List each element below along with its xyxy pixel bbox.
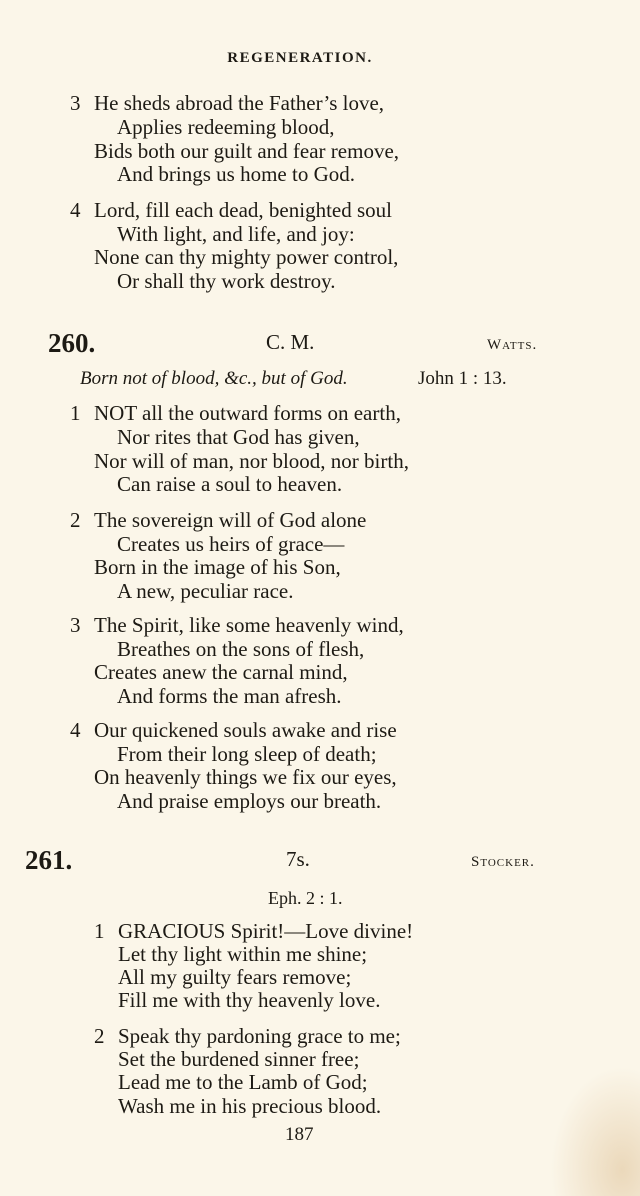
scripture-reference: Eph. 2 : 1. xyxy=(268,888,343,908)
verse-line: GRACIOUS Spirit!—Love divine! xyxy=(118,919,414,943)
hymn-composer: Watts. xyxy=(487,337,538,353)
verse-line: Fill me with thy heavenly love. xyxy=(118,988,381,1012)
verse-line: Wash me in his precious blood. xyxy=(118,1094,382,1118)
verse-line: NOT all the outward forms on earth, xyxy=(94,401,401,425)
verse-line: And brings us home to God. xyxy=(117,162,355,186)
running-header: REGENERATION. xyxy=(227,50,373,66)
verse-line: He sheds abroad the Father’s love, xyxy=(94,91,385,115)
verse-line: The sovereign will of God alone xyxy=(94,508,367,532)
stanza-number: 2 xyxy=(94,1024,105,1048)
verse-line: On heavenly things we fix our eyes, xyxy=(94,765,397,789)
verse-line: Can raise a soul to heaven. xyxy=(117,472,343,496)
stanza-number: 3 xyxy=(70,91,81,115)
hymn-meter: 7s. xyxy=(286,847,310,871)
hymn-subtitle xyxy=(80,369,348,388)
verse-line: Nor will of man, nor blood, nor birth, xyxy=(94,449,409,473)
verse-line: Born in the image of his Son, xyxy=(94,555,341,579)
verse-line: From their long sleep of death; xyxy=(117,742,377,766)
verse-line: Applies redeeming blood, xyxy=(117,115,335,139)
verse-line: A new, peculiar race. xyxy=(117,579,294,603)
subtitle-text: Born not of blood, &c., but of God. xyxy=(80,368,348,389)
page-number: 187 xyxy=(285,1124,314,1145)
stanza-number: 4 xyxy=(70,718,81,742)
stanza-number: 3 xyxy=(70,613,81,637)
verse-line: Speak thy pardoning grace to me; xyxy=(118,1024,401,1048)
hymn-meter: C. M. xyxy=(266,330,315,354)
verse-line: Creates anew the carnal mind, xyxy=(94,660,348,684)
verse-line: All my guilty fears remove; xyxy=(118,965,352,989)
verse-line: None can thy mighty power control, xyxy=(94,245,399,269)
hymn-composer: Stocker. xyxy=(471,854,535,870)
paper-stain xyxy=(550,1066,640,1196)
stanza-number: 2 xyxy=(70,508,81,532)
verse-line: Nor rites that God has given, xyxy=(117,425,360,449)
stanza-number: 4 xyxy=(70,198,81,222)
verse-line: With light, and life, and joy: xyxy=(117,222,355,246)
hymn-number: 260. xyxy=(48,328,96,358)
verse-line: Creates us heirs of grace— xyxy=(117,532,345,556)
verse-line: Lord, fill each dead, benighted soul xyxy=(94,198,392,222)
hymn-number: 261. xyxy=(25,845,73,875)
verse-line: Lead me to the Lamb of God; xyxy=(118,1070,368,1094)
verse-line: And forms the man afresh. xyxy=(117,684,342,708)
verse-line: Let thy light within me shine; xyxy=(118,942,368,966)
verse-line: Or shall thy work destroy. xyxy=(117,269,336,293)
scripture-reference: John 1 : 13. xyxy=(418,368,507,389)
verse-line: Set the burdened sinner free; xyxy=(118,1047,360,1071)
verse-line: Our quickened souls awake and rise xyxy=(94,718,397,742)
verse-line: And praise employs our breath. xyxy=(117,789,382,813)
stanza-number: 1 xyxy=(94,919,105,943)
stanza-number: 1 xyxy=(70,401,81,425)
verse-line: The Spirit, like some heavenly wind, xyxy=(94,613,404,637)
verse-line: Bids both our guilt and fear remove, xyxy=(94,139,400,163)
verse-line: Breathes on the sons of flesh, xyxy=(117,637,365,661)
